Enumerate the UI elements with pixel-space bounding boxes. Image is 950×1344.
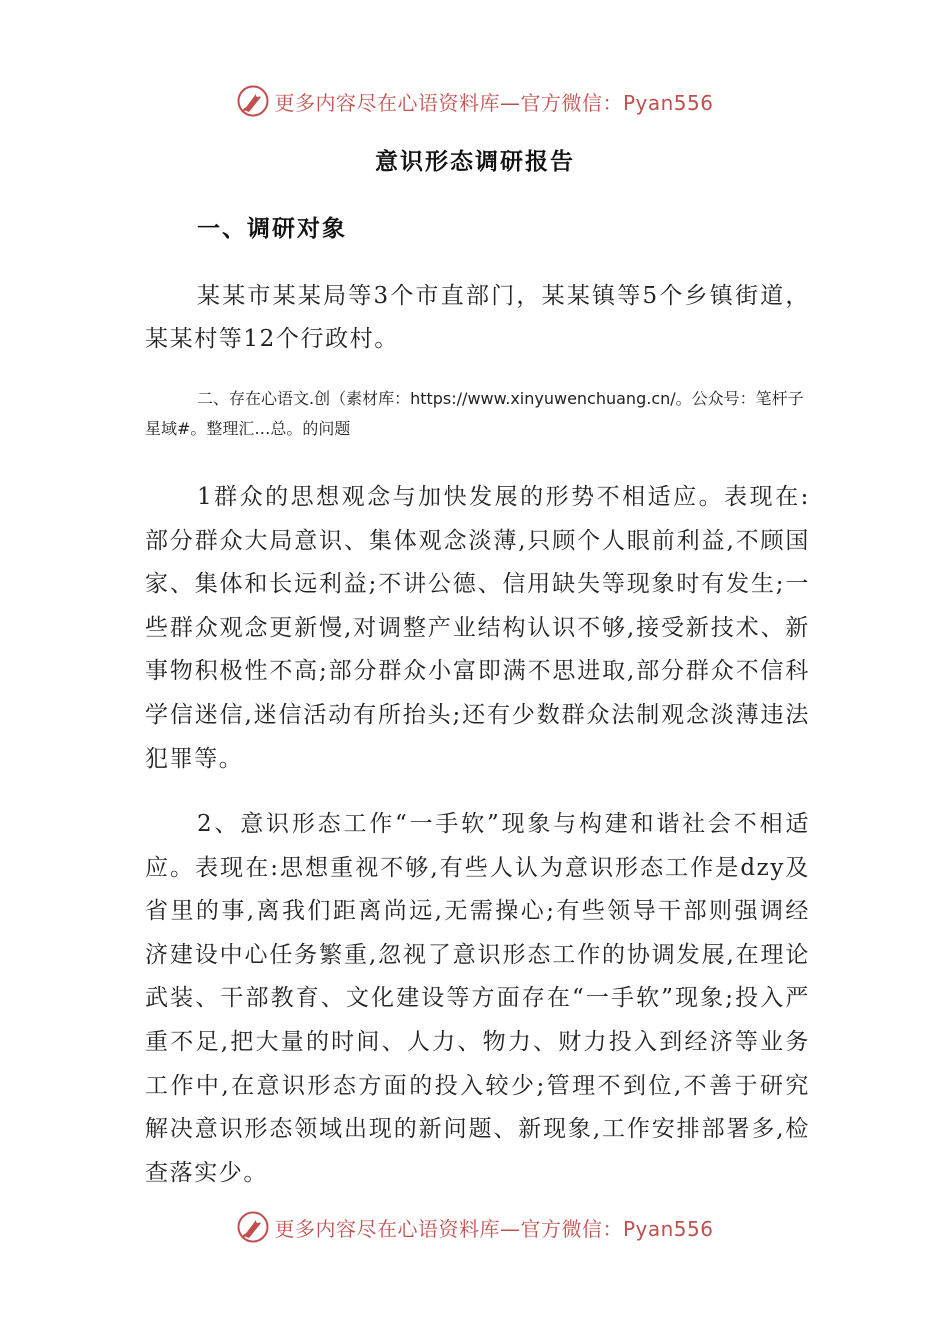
banner-text: 更多内容尽在心语资料库—官方微信：Pyan556 — [274, 90, 714, 115]
section-heading-1: 一、调研对象 — [197, 216, 347, 242]
problem-item-2: 2、意识形态工作“一手软”现象与构建和谐社会不相适应。表现在:思想重视不够,有些人认为意识形态工作是dzy及省里的事,离我们距离尚远,无需操心;有些领导干部则强调经济建设中心任务繁重,忽视了意识形态工作的协调发展,在理论武装、干部教育、文化建设等方面存在“一手软”现象;投入严重不足,把大量的时间、人力、物力、财力投入到经济等业务工作中,在意识形态方面的投入较少;管理不到位,不善于研究解决意识形态领域出现的新问题、新现象,工作安排部署多,检查落实少。 — [145, 811, 810, 1186]
pen-nib-logo-icon — [236, 1210, 270, 1244]
section-heading-2: 二、存在心语文.创（素材库：https://www.xinyuwenchuang.cn/。公众号：笔杆子星域#。整理汇…总。的问题 — [145, 389, 804, 438]
page-title: 意识形态调研报告 — [375, 149, 575, 175]
section-1-paragraph: 某某市某某局等3个市直部门，某某镇等5个乡镇街道，某某村等12个行政村。 — [145, 283, 810, 352]
header-banner — [0, 84, 950, 118]
banner-text: 更多内容尽在心语资料库—官方微信：Pyan556 — [274, 1216, 714, 1241]
pen-nib-logo-icon — [236, 84, 270, 118]
problem-item-1: 1群众的思想观念与加快发展的形势不相适应。表现在:部分群众大局意识、集体观念淡薄,只顾个人眼前利益,不顾国家、集体和长远利益;不讲公德、信用缺失等现象时有发生;一些群众观念更新慢,对调整产业结构认识不够,接受新技术、新事物积极性不高;部分群众小富即满不思进取,部分群众不信科学信迷信,迷信活动有所抬头;还有少数群众法制观念淡薄违法犯罪等。 — [145, 484, 810, 772]
footer-banner — [0, 1210, 950, 1244]
